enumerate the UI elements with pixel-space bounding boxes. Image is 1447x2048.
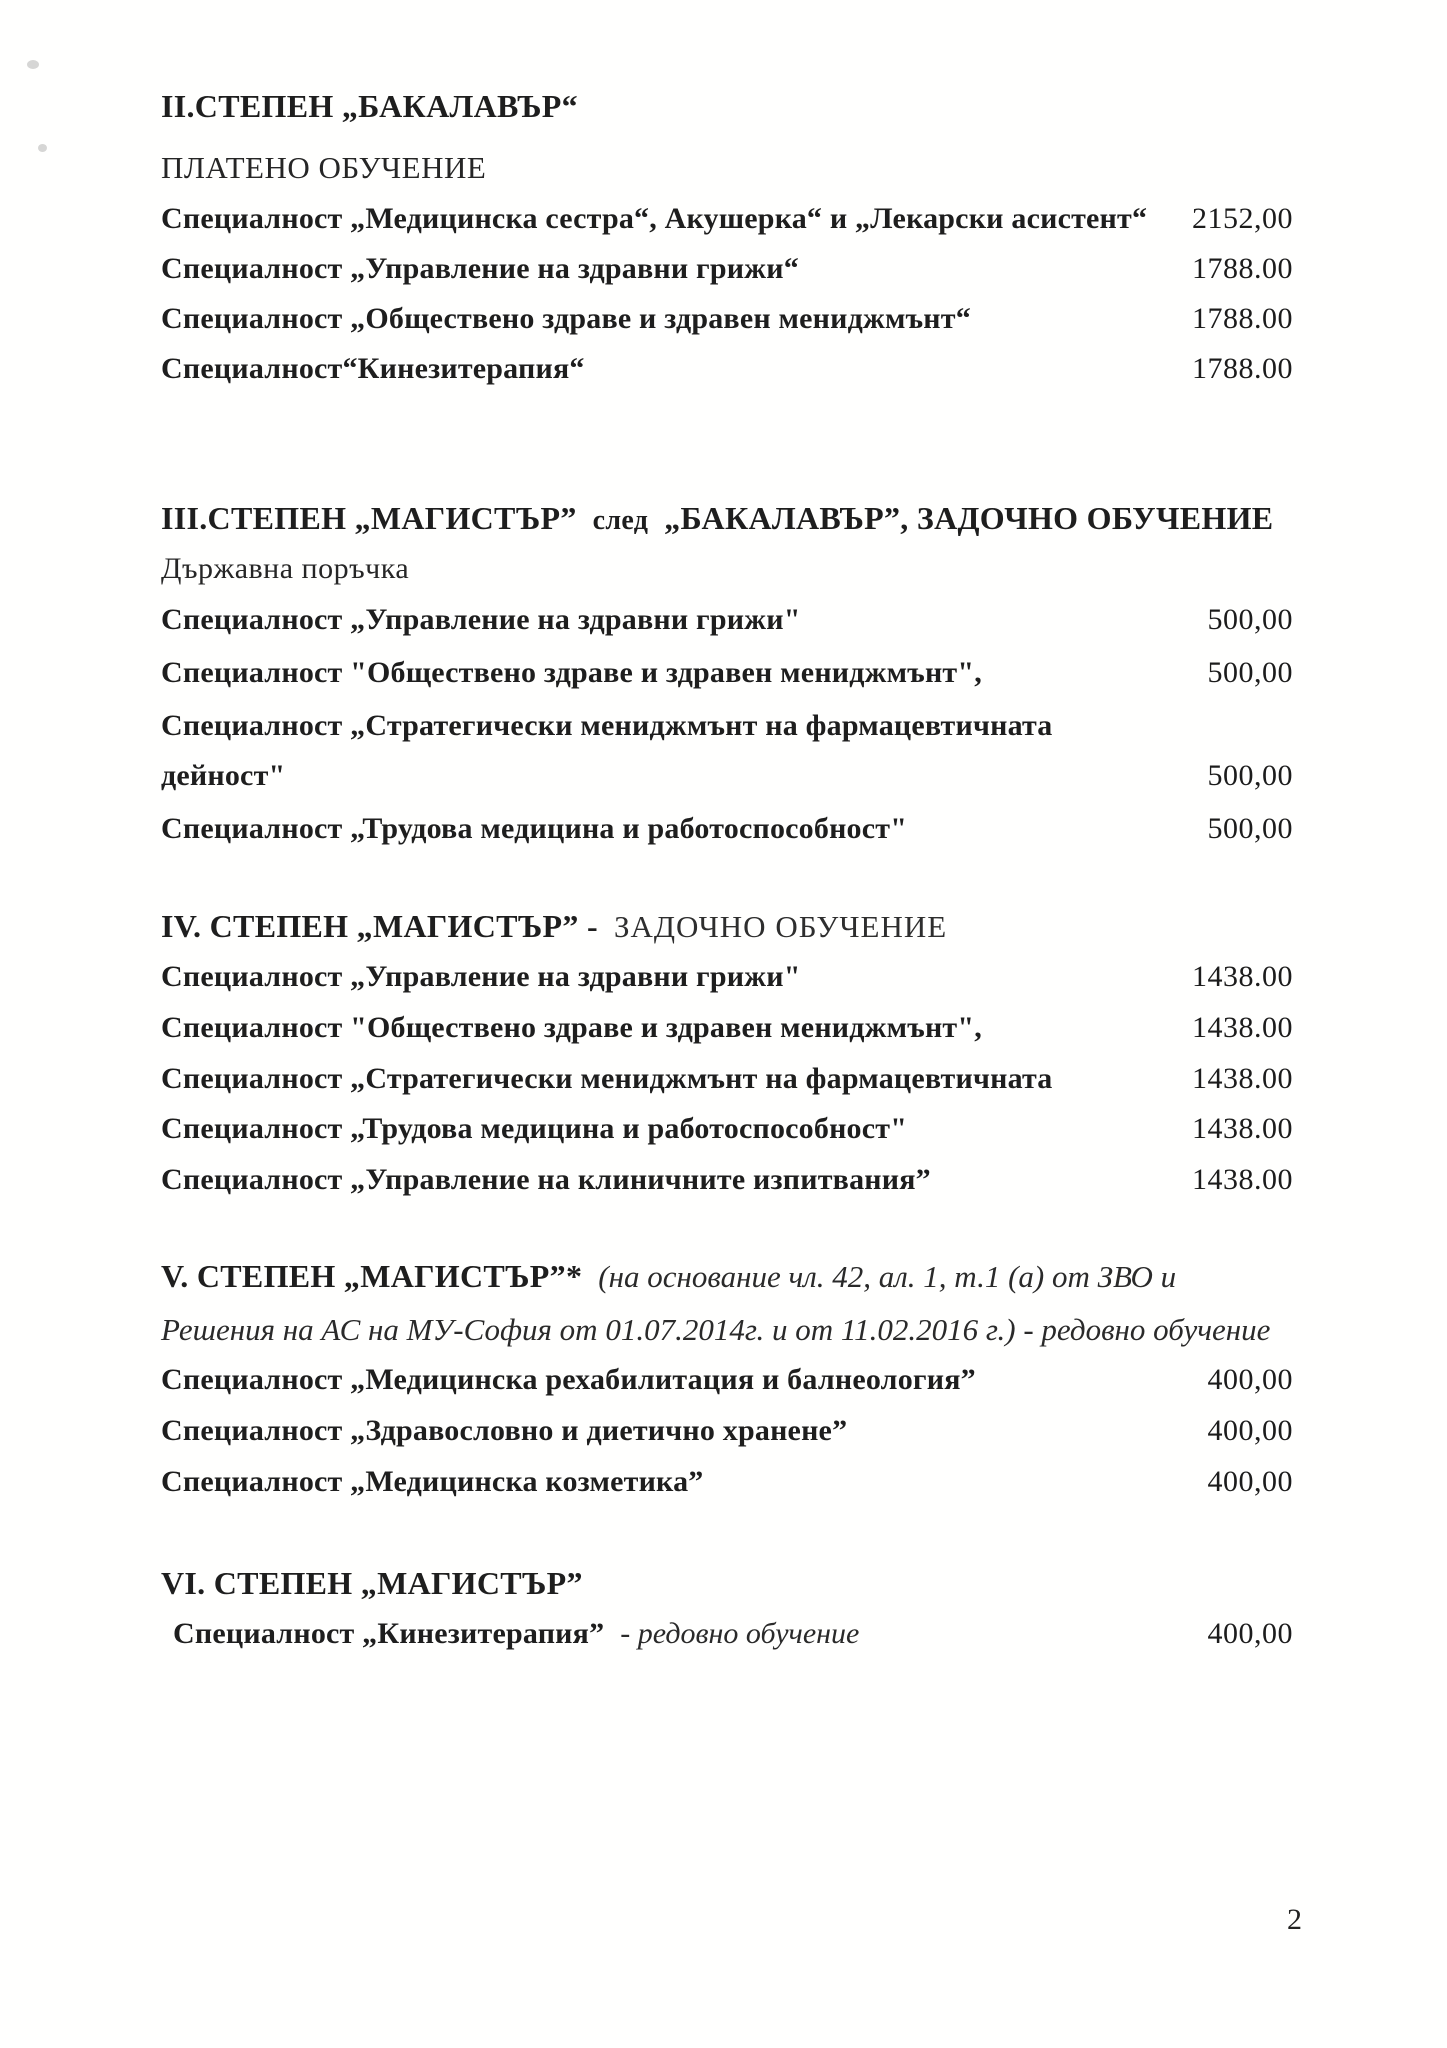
fee-amount: 400,00 (1207, 1465, 1293, 1498)
specialty-label: Специалност“Кинезитерапия“ (161, 352, 585, 385)
specialty-label: Специалност „Стратегически мениджмънт на фармацевтичната (161, 709, 1053, 742)
fee-amount: 500,00 (1207, 656, 1293, 689)
section-ii-subtitle: ПЛАТЕНО ОБУЧЕНИЕ (161, 150, 487, 185)
specialty-label: Специалност „Управление на здравни грижи“ (161, 252, 799, 285)
scan-smudge (38, 144, 47, 152)
specialty-label: Специалност „Трудова медицина и работоспособност" (161, 1112, 908, 1145)
fee-amount: 1438.00 (1192, 960, 1293, 993)
fee-row (161, 252, 1293, 286)
section-ii-title: II.СТЕПЕН „БАКАЛАВЪР“ (161, 88, 578, 124)
fee-amount: 500,00 (1207, 603, 1293, 636)
fee-amount: 2152,00 (1192, 202, 1293, 235)
specialty-label: Специалност „Здравословно и диетично хранене” (161, 1414, 848, 1447)
fee-row (161, 1062, 1293, 1096)
section-v-title-note: (на основание чл. 42, ал. 1, т.1 (а) от ЗВО и (598, 1259, 1177, 1294)
specialty-label: Специалност „Медицинска сестра“, Акушерка“ и „Лекарски асистент“ (161, 202, 1148, 235)
section-iii-title (161, 500, 1273, 537)
fee-amount: 400,00 (1207, 1617, 1293, 1650)
specialty-label: Специалност „Управление на клиничните изпитвания” (161, 1163, 931, 1196)
fee-row (161, 812, 1293, 846)
section-iv-title-rest: ЗАДОЧНО ОБУЧЕНИЕ (613, 909, 948, 944)
fee-amount: 1438.00 (1192, 1062, 1293, 1095)
fee-row (161, 960, 1293, 994)
fee-row (161, 603, 1293, 637)
fee-amount: 400,00 (1207, 1363, 1293, 1396)
fee-row (173, 1617, 1293, 1651)
fee-amount: 1788.00 (1192, 302, 1293, 335)
specialty-label: Специалност „Медицинска рехабилитация и балнеология” (161, 1363, 976, 1396)
fee-row (161, 1163, 1293, 1197)
section-vi-title: VI. СТЕПЕН „МАГИСТЪР” (161, 1565, 583, 1601)
fee-row (161, 302, 1293, 336)
fee-amount: 1438.00 (1192, 1163, 1293, 1196)
fee-row (161, 709, 1293, 743)
fee-row (161, 1112, 1293, 1146)
section-v-title-main: V. СТЕПЕН „МАГИСТЪР”* (161, 1258, 583, 1294)
page-number: 2 (1287, 1903, 1302, 1936)
specialty-label: Специалност „Управление на здравни грижи" (161, 603, 801, 636)
specialty-label-composite (173, 1617, 859, 1651)
fee-row (161, 656, 1293, 690)
fee-row (161, 1363, 1293, 1397)
section-iii-subtitle: Държавна поръчка (161, 552, 410, 585)
specialty-label: Специалност „Стратегически мениджмънт на фармацевтичната (161, 1062, 1053, 1095)
section-iii-title-mid: след (592, 505, 649, 536)
fee-row (161, 1414, 1293, 1448)
fee-amount: 1438.00 (1192, 1011, 1293, 1044)
scan-smudge (27, 60, 39, 69)
section-v-title-line2: Решения на АС на МУ-София от 01.07.2014г. и от 11.02.2016 г.) - редовно обучение (161, 1312, 1271, 1347)
section-iii-title-rest: „БАКАЛАВЪР”, ЗАДОЧНО ОБУЧЕНИЕ (664, 500, 1274, 536)
fee-amount: 400,00 (1207, 1414, 1293, 1447)
fee-row (161, 1011, 1293, 1045)
section-iii-title-main: III.СТЕПЕН „МАГИСТЪР” (161, 500, 577, 536)
specialty-label: Специалност "Обществено здраве и здравен мениджмънт", (161, 1011, 982, 1044)
specialty-label-continuation: дейност" (161, 759, 286, 792)
fee-row (161, 1465, 1293, 1499)
fee-amount: 500,00 (1207, 812, 1293, 845)
fee-row (161, 352, 1293, 386)
fee-amount: 1788.00 (1192, 352, 1293, 385)
specialty-label: Специалност „Управление на здравни грижи" (161, 960, 801, 993)
fee-row (161, 759, 1293, 793)
fee-amount: 1788.00 (1192, 252, 1293, 285)
fee-amount: 500,00 (1207, 759, 1293, 792)
specialty-mode-note: - редовно обучение (620, 1617, 860, 1650)
section-iv-title-main: IV. СТЕПЕН „МАГИСТЪР” - (161, 908, 598, 944)
fee-row (161, 202, 1293, 236)
specialty-label: Специалност „Обществено здраве и здравен мениджмънт“ (161, 302, 971, 335)
specialty-label: Специалност „Медицинска козметика” (161, 1465, 704, 1498)
specialty-label: Специалност „Кинезитерапия” (173, 1617, 605, 1650)
specialty-label: Специалност „Трудова медицина и работоспособност" (161, 812, 908, 845)
section-v-title-line1 (161, 1258, 1176, 1295)
fee-amount: 1438.00 (1192, 1112, 1293, 1145)
specialty-label: Специалност "Обществено здраве и здравен мениджмънт", (161, 656, 982, 689)
section-iv-title (161, 908, 947, 945)
